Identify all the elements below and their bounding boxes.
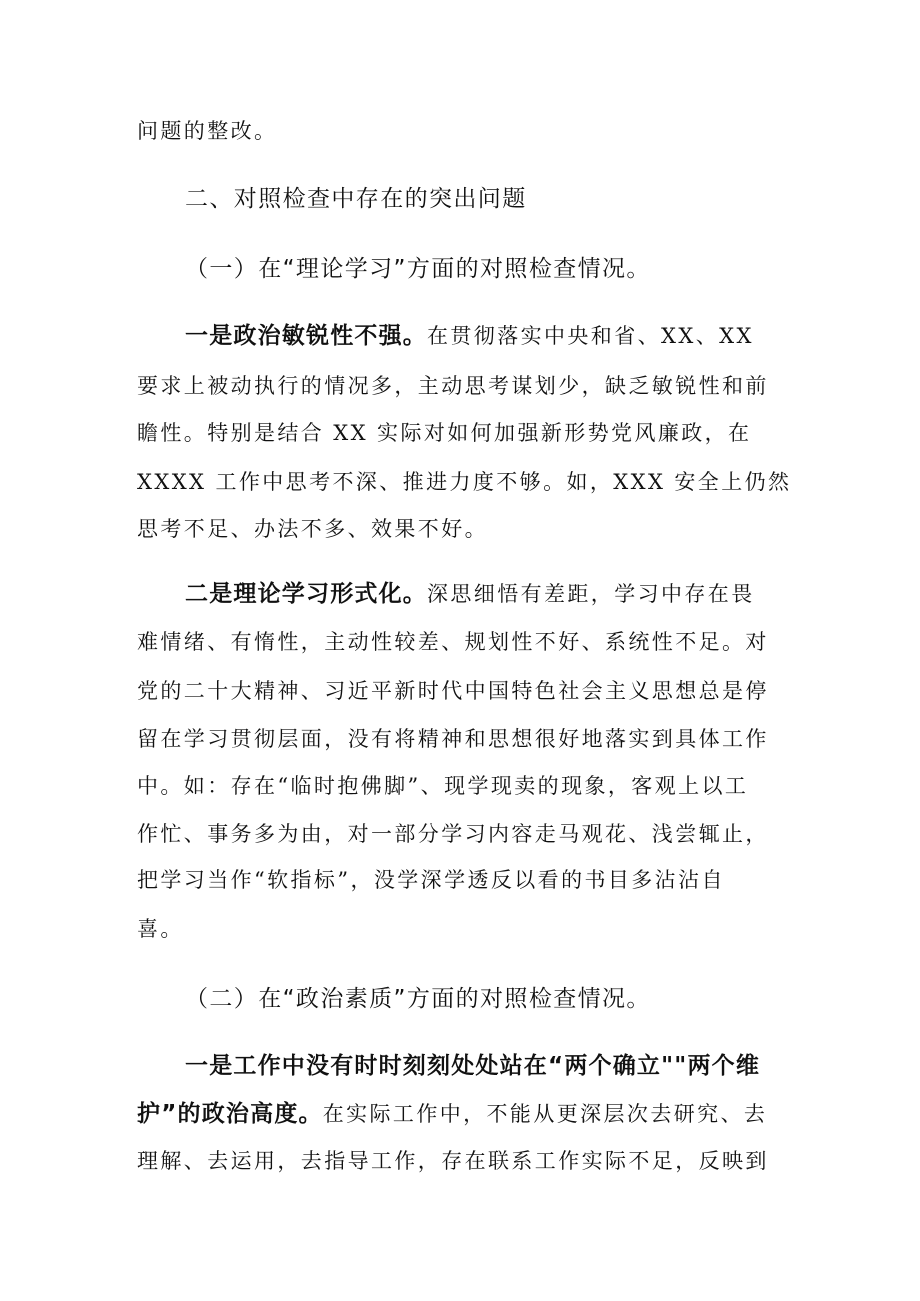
paragraph-line: [137, 1100, 767, 1128]
paragraph-line: [137, 628, 769, 656]
paragraph-line: [137, 372, 769, 400]
paragraph-line: [137, 677, 769, 705]
paragraph-line: [137, 866, 725, 894]
point-title: 二是理论学习形式化。: [185, 581, 427, 607]
body-text: 在实际工作中，不能从更深层次去研究、去: [322, 1102, 768, 1126]
section-heading-text: 二、对照检查中存在的突出问题: [185, 186, 527, 212]
body-text: 瞻性。特别是结合 XX 实际对如何加强新形势党风廉政，在: [137, 421, 752, 445]
body-text: 思考不足、办法不多、效果不好。: [137, 517, 488, 541]
paragraph-line: [137, 515, 488, 543]
body-text: 问题的整改。: [137, 119, 278, 143]
paragraph-line: [137, 468, 791, 496]
body-text: 要求上被动执行的情况多，主动思考谋划少，缺乏敏锐性和前: [137, 374, 769, 398]
subsection-heading-text: （一）在“理论学习”方面的对照检查情况。: [185, 256, 651, 282]
body-text: 把学习当作“软指标”，没学深学透反以看的书目多沾沾自: [137, 868, 725, 892]
paragraph-line: [137, 725, 769, 753]
section-heading: [185, 185, 527, 213]
body-text: 深思细悟有差距，学习中存在畏: [427, 582, 755, 606]
body-text: 留在学习贯彻层面，没有将精神和思想很好地落实到具体工作: [137, 727, 769, 751]
subsection-heading-text: （二）在“政治素质”方面的对照检查情况。: [185, 986, 651, 1012]
paragraph-line: [137, 915, 184, 943]
body-text: 难情绪、有惰性，主动性较差、规划性不好、系统性不足。对: [137, 630, 769, 654]
paragraph-line: [137, 117, 277, 145]
body-text: XXXX 工作中思考不深、推进力度不够。如，XXX 安全上仍然: [137, 470, 792, 494]
point-title: 一是政治敏锐性不强。: [185, 323, 427, 349]
subsection-heading: [185, 255, 651, 283]
paragraph-line: [137, 419, 751, 447]
body-text: 在贯彻落实中央和省、XX、XX: [427, 324, 754, 348]
paragraph-line: [137, 772, 748, 800]
paragraph-line: [185, 1052, 760, 1080]
paragraph-line: [185, 322, 754, 350]
body-text: 喜。: [137, 917, 184, 941]
paragraph-line: [137, 820, 769, 848]
paragraph-line: [137, 1147, 769, 1175]
body-text: 党的二十大精神、习近平新时代中国特色社会主义思想总是停: [137, 679, 769, 703]
point-title: 一是工作中没有时时刻刻处处站在“两个确立""两个维: [185, 1053, 761, 1079]
paragraph-line: [185, 580, 755, 608]
point-title: 护”的政治高度。: [137, 1101, 323, 1127]
body-text: 作忙、事务多为由，对一部分学习内容走马观花、浅尝辄止，: [137, 822, 769, 846]
body-text: 理解、去运用，去指导工作，存在联系工作实际不足，反映到: [137, 1149, 769, 1173]
subsection-heading: [185, 985, 651, 1013]
body-text: 中。如：存在“临时抱佛脚”、现学现卖的现象，客观上以工: [137, 774, 749, 798]
